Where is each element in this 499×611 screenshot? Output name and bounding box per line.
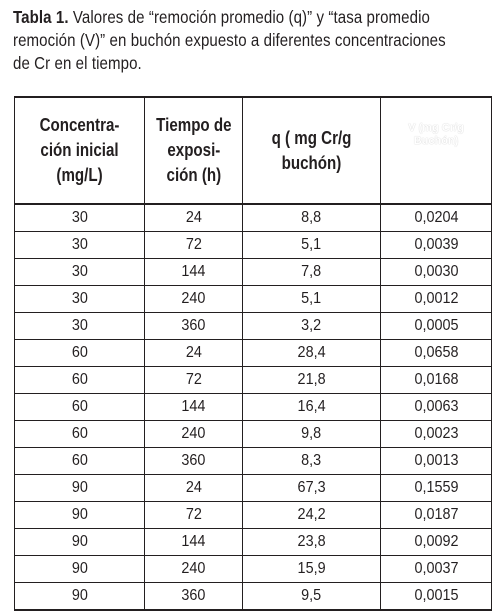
tiempo-cell: 144 [145,529,243,556]
v-cell: 0,0658 [381,340,492,367]
table-row [15,367,492,394]
concentracion-cell: 90 [15,475,145,502]
table-row [15,313,492,340]
concentracion-cell: 90 [15,583,145,611]
concentracion-cell: 60 [15,448,145,475]
table-row [15,502,492,529]
table-row [15,232,492,259]
q-cell: 5,1 [243,232,381,259]
table-row [15,448,492,475]
concentracion-cell: 30 [15,286,145,313]
table-row [15,259,492,286]
q-cell: 7,8 [243,259,381,286]
concentracion-cell: 30 [15,313,145,340]
v-cell: 0,0005 [381,313,492,340]
q-cell: 24,2 [243,502,381,529]
v-cell: 0,0204 [381,204,492,232]
tiempo-cell: 72 [145,232,243,259]
tiempo-cell: 24 [145,204,243,232]
concentracion-cell: 60 [15,421,145,448]
tiempo-cell: 240 [145,556,243,583]
caption-line-3: de Cr en el tiempo. [13,53,142,73]
table-row [15,340,492,367]
caption-text-1: Valores de “remoción promedio (q)” y “tasa promedio [68,7,430,27]
table-body [15,204,492,610]
concentracion-cell: 90 [15,502,145,529]
concentracion-cell: 60 [15,367,145,394]
q-cell: 5,1 [243,286,381,313]
v-cell: 0,0023 [381,421,492,448]
table-row [15,583,492,611]
table-row [15,475,492,502]
table-header-row [15,97,492,204]
q-cell: 23,8 [243,529,381,556]
tiempo-cell: 24 [145,340,243,367]
v-cell: 0,0015 [381,583,492,611]
tiempo-cell: 24 [145,475,243,502]
tiempo-cell: 72 [145,502,243,529]
v-cell: 0,0168 [381,367,492,394]
header-q: q ( mg Cr/g buchón) [243,97,381,204]
concentracion-cell: 90 [15,529,145,556]
concentracion-cell: 60 [15,340,145,367]
tiempo-cell: 360 [145,313,243,340]
v-cell: 0,0012 [381,286,492,313]
v-cell: 0,0063 [381,394,492,421]
q-cell: 16,4 [243,394,381,421]
tiempo-cell: 144 [145,394,243,421]
header-v: V (mg Cr/g Buchón) [381,97,492,204]
header-concentracion: Concentra- ción inicial (mg/L) [15,97,145,204]
v-cell: 0,0092 [381,529,492,556]
table-row [15,421,492,448]
v-cell: 0,0039 [381,232,492,259]
v-cell: 0,0037 [381,556,492,583]
q-cell: 67,3 [243,475,381,502]
data-table [14,96,492,611]
q-cell: 8,8 [243,204,381,232]
q-cell: 15,9 [243,556,381,583]
concentracion-cell: 90 [15,556,145,583]
table-row [15,394,492,421]
caption-label: Tabla 1. [13,7,69,27]
v-cell: 0,0187 [381,502,492,529]
q-cell: 9,8 [243,421,381,448]
caption-line-1 [13,6,430,29]
tiempo-cell: 144 [145,259,243,286]
tiempo-cell: 240 [145,286,243,313]
caption-line-2: remoción (V)” en buchón expuesto a diferentes concentraciones [13,30,446,50]
table-row [15,556,492,583]
q-cell: 9,5 [243,583,381,611]
table-row [15,529,492,556]
q-cell: 3,2 [243,313,381,340]
table-row [15,204,492,232]
q-cell: 21,8 [243,367,381,394]
tiempo-cell: 72 [145,367,243,394]
concentracion-cell: 30 [15,232,145,259]
v-cell: 0,0013 [381,448,492,475]
concentracion-cell: 60 [15,394,145,421]
table-row [15,286,492,313]
table-caption [13,6,446,75]
v-cell: 0,1559 [381,475,492,502]
q-cell: 28,4 [243,340,381,367]
concentracion-cell: 30 [15,204,145,232]
tiempo-cell: 360 [145,448,243,475]
header-tiempo: Tiempo de exposi- ción (h) [145,97,243,204]
tiempo-cell: 360 [145,583,243,611]
concentracion-cell: 30 [15,259,145,286]
tiempo-cell: 240 [145,421,243,448]
v-cell: 0,0030 [381,259,492,286]
q-cell: 8,3 [243,448,381,475]
